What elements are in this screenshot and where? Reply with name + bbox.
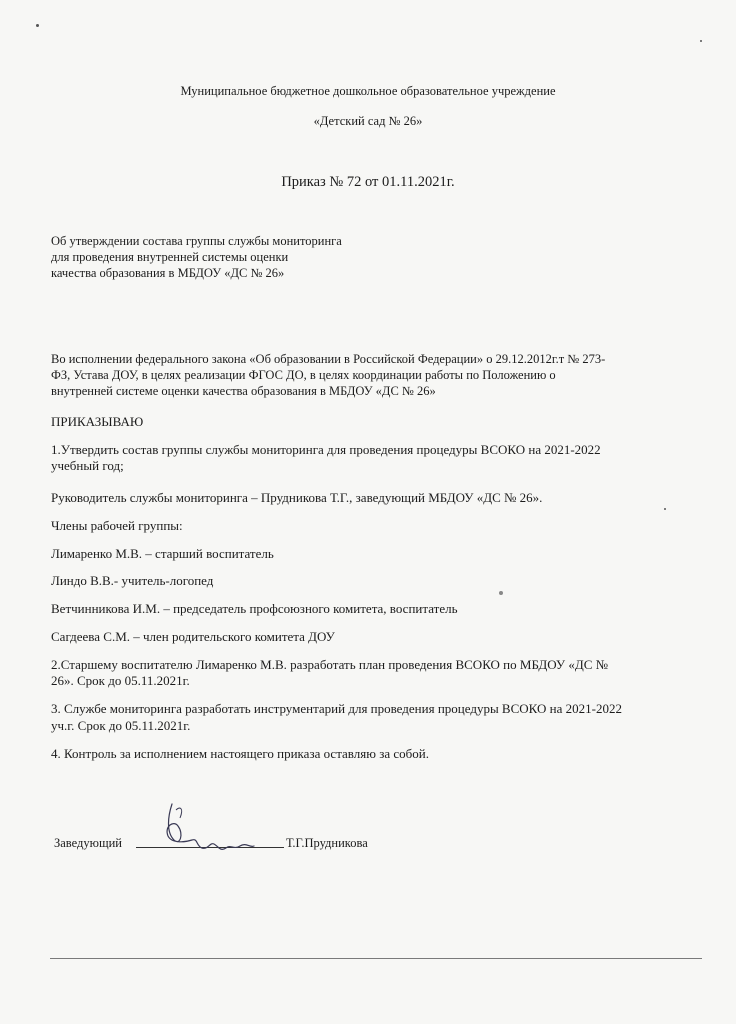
item-3-line-2: уч.г. Срок до 05.11.2021г. <box>51 718 191 733</box>
subject-line-2: для проведения внутренней системы оценки <box>51 250 289 264</box>
item-3-line-1: 3. Службе мониторинга разработать инструментарий для проведения процедуры ВСОКО на 2021-2022 <box>51 701 622 716</box>
preamble-line-2: ФЗ, Устава ДОУ, в целях реализации ФГОС ДО, в целях координации работы по Положению о <box>51 368 556 382</box>
scan-speck <box>700 40 702 42</box>
preamble-line-3: внутренней системе оценки качества образования в МБДОУ «ДС № 26» <box>51 384 436 398</box>
scan-speck <box>36 24 39 27</box>
scan-speck <box>499 591 503 595</box>
signature-name: Т.Г.Прудникова <box>286 836 368 850</box>
handwritten-signature <box>150 796 260 860</box>
member-4: Сагдеева С.М. – член родительского комитета ДОУ <box>51 629 335 644</box>
organization-short-name: «Детский сад № 26» <box>313 114 423 128</box>
head-of-service: Руководитель службы мониторинга – Прудникова Т.Г., заведующий МБДОУ «ДС № 26». <box>51 490 543 505</box>
order-title: Приказ № 72 от 01.11.2021г. <box>281 174 455 190</box>
item-2-line-2: 26». Срок до 05.11.2021г. <box>51 673 190 688</box>
subject-line-1: Об утверждении состава группы службы мониторинга <box>51 234 342 248</box>
scan-speck <box>664 508 666 510</box>
preamble-line-1: Во исполнении федерального закона «Об образовании в Российской Федерации» о 29.12.2012г.т № 273- <box>51 352 606 366</box>
item-1-line-1: 1.Утвердить состав группы службы мониторинга для проведения процедуры ВСОКО на 2021-2022 <box>51 442 601 457</box>
member-2: Линдо В.В.- учитель-логопед <box>51 573 214 588</box>
member-1: Лимаренко М.В. – старший воспитатель <box>51 546 274 561</box>
member-3: Ветчинникова И.М. – председатель профсоюзного комитета, воспитатель <box>51 601 458 616</box>
order-directive: ПРИКАЗЫВАЮ <box>51 414 144 429</box>
members-label: Члены рабочей группы: <box>51 518 183 533</box>
item-2-line-1: 2.Старшему воспитателю Лимаренко М.В. разработать план проведения ВСОКО по МБДОУ «ДС № <box>51 657 609 672</box>
subject-line-3: качества образования в МБДОУ «ДС № 26» <box>51 266 285 280</box>
bottom-divider <box>50 958 702 959</box>
organization-name: Муниципальное бюджетное дошкольное образовательное учреждение <box>180 84 556 98</box>
item-4: 4. Контроль за исполнением настоящего приказа оставляю за собой. <box>51 746 429 761</box>
signature-position: Заведующий <box>54 836 122 850</box>
item-1-line-2: учебный год; <box>51 458 124 473</box>
